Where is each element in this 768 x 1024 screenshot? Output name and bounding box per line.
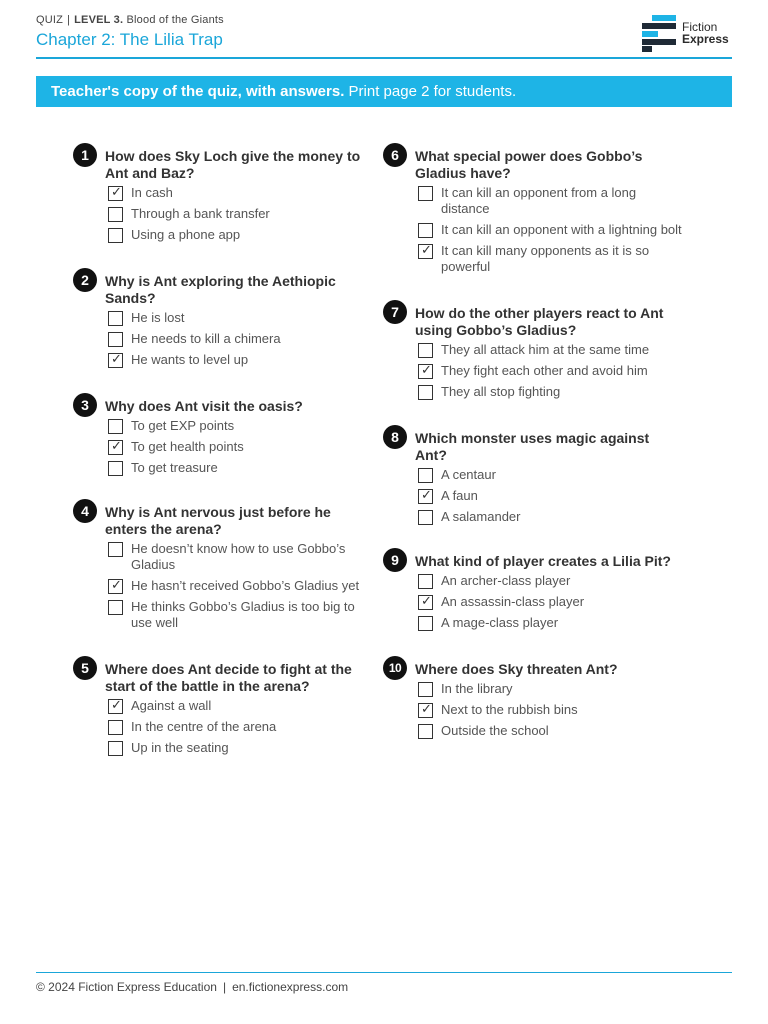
question-number-badge: 1: [73, 143, 97, 167]
checkbox[interactable]: [418, 468, 433, 483]
checkbox[interactable]: [418, 223, 433, 238]
answer-option[interactable]: [105, 310, 373, 326]
checkbox[interactable]: [108, 207, 123, 222]
checkbox-checked[interactable]: [418, 595, 433, 610]
question-text: Where does Ant decide to fight at the start of the battle in the arena?: [105, 661, 352, 694]
question-number-badge: 6: [383, 143, 407, 167]
answer-option-label: Against a wall: [131, 698, 212, 713]
answer-option[interactable]: [105, 541, 373, 573]
question-text: What kind of player creates a Lilia Pit?: [415, 553, 671, 569]
checkbox-checked[interactable]: [418, 703, 433, 718]
banner-text: Print page 2 for students.: [348, 83, 517, 100]
question-10: [383, 656, 683, 739]
question-2: [73, 268, 373, 368]
answer-option[interactable]: [415, 615, 683, 631]
answer-option-label: They all stop fighting: [441, 384, 561, 399]
answer-option-label: They fight each other and avoid him: [441, 363, 648, 378]
checkbox[interactable]: [418, 682, 433, 697]
question-text: Why is Ant exploring the Aethiopic Sands?: [105, 273, 336, 306]
answer-option[interactable]: [105, 418, 373, 434]
checkmark-icon: ✓: [111, 351, 122, 366]
answer-option[interactable]: [105, 227, 373, 243]
checkbox[interactable]: [108, 311, 123, 326]
answer-option-label: In cash: [131, 185, 173, 200]
answer-options: [415, 573, 683, 631]
checkbox-checked[interactable]: [108, 353, 123, 368]
answer-option[interactable]: [415, 342, 683, 358]
answer-option[interactable]: [105, 206, 373, 222]
question-3: [73, 393, 373, 476]
teacher-banner: [36, 76, 732, 107]
answer-option-label: Using a phone app: [131, 227, 241, 242]
answer-options: [105, 418, 373, 476]
page-header: [36, 14, 732, 58]
footer-rule: [36, 972, 732, 973]
question-8: [383, 425, 683, 525]
question-9: [383, 548, 683, 631]
answer-option[interactable]: [415, 488, 683, 504]
answer-option[interactable]: [105, 719, 373, 735]
answer-option-label: Next to the rubbish bins: [441, 702, 578, 717]
answer-option[interactable]: [105, 460, 373, 476]
checkbox-checked[interactable]: [108, 440, 123, 455]
checkbox[interactable]: [108, 600, 123, 615]
question-number-badge: 7: [383, 300, 407, 324]
questions-left-column: [73, 143, 373, 761]
answer-option[interactable]: [415, 467, 683, 483]
answer-option[interactable]: [105, 740, 373, 756]
level-label: LEVEL 3.: [74, 14, 124, 26]
answer-option-label: A salamander: [441, 509, 521, 524]
question-number-badge: 5: [73, 656, 97, 680]
answer-option-label: A centaur: [441, 467, 496, 482]
fiction-express-logo: [642, 14, 732, 52]
header-rule: [36, 57, 732, 59]
answer-options: [415, 185, 683, 275]
checkbox[interactable]: [108, 228, 123, 243]
question-number-badge: 10: [383, 656, 407, 680]
checkbox[interactable]: [418, 186, 433, 201]
answer-options: [415, 467, 683, 525]
checkmark-icon: ✓: [111, 184, 122, 199]
page-footer: © 2024 Fiction Express Education | en.fictionexpress.com: [36, 980, 349, 994]
answer-option-label: He doesn’t know how to use Gobbo’s Gladius: [131, 541, 346, 572]
answer-option[interactable]: [415, 573, 683, 589]
question-number-badge: 9: [383, 548, 407, 572]
answer-option-label: They all attack him at the same time: [441, 342, 650, 357]
question-text: How does Sky Loch give the money to Ant and Baz?: [105, 148, 361, 181]
checkbox[interactable]: [418, 574, 433, 589]
checkbox-checked[interactable]: [418, 364, 433, 379]
answer-options: [105, 541, 373, 631]
question-text: Which monster uses magic against Ant?: [415, 430, 650, 463]
answer-option-label: Through a bank transfer: [131, 206, 270, 221]
checkmark-icon: ✓: [111, 697, 122, 712]
checkbox[interactable]: [108, 542, 123, 557]
answer-option-label: An archer-class player: [441, 573, 571, 588]
answer-option-label: He wants to level up: [131, 352, 249, 367]
answer-option[interactable]: [105, 599, 373, 631]
question-text: Where does Sky threaten Ant?: [415, 661, 618, 677]
checkbox[interactable]: [418, 343, 433, 358]
answer-option[interactable]: [105, 439, 373, 455]
answer-option-label: Up in the seating: [131, 740, 229, 755]
checkbox[interactable]: [418, 616, 433, 631]
answer-option-label: To get EXP points: [131, 418, 235, 433]
answer-option[interactable]: [105, 185, 373, 201]
checkmark-icon: ✓: [421, 701, 432, 716]
answer-option-label: He needs to kill a chimera: [131, 331, 281, 346]
answer-option-label: He thinks Gobbo’s Gladius is too big to use well: [131, 599, 355, 630]
question-7: [383, 300, 683, 400]
answer-option[interactable]: [105, 578, 373, 594]
checkbox[interactable]: [108, 332, 123, 347]
answer-option-label: An assassin-class player: [441, 594, 585, 609]
question-6: [383, 143, 683, 275]
answer-option[interactable]: [415, 185, 683, 217]
answer-option-label: It can kill many opponents as it is so powerful: [441, 243, 650, 274]
answer-option-label: To get health points: [131, 439, 244, 454]
answer-option-label: In the centre of the arena: [131, 719, 277, 734]
chapter-title: Chapter 2: The Lilia Trap: [36, 30, 223, 49]
answer-option[interactable]: [415, 723, 683, 739]
answer-option[interactable]: [415, 509, 683, 525]
checkbox-checked[interactable]: [418, 489, 433, 504]
answer-option-label: A mage-class player: [441, 615, 559, 630]
answer-option[interactable]: [415, 363, 683, 379]
question-number-badge: 3: [73, 393, 97, 417]
question-number-badge: 2: [73, 268, 97, 292]
footer-website: en.fictionexpress.com: [232, 980, 349, 994]
answer-option-label: To get treasure: [131, 460, 218, 475]
checkbox[interactable]: [108, 461, 123, 476]
checkmark-icon: ✓: [421, 487, 432, 502]
footer-copyright: © 2024 Fiction Express Education: [36, 980, 217, 994]
answer-option[interactable]: [105, 331, 373, 347]
question-4: [73, 499, 373, 631]
question-text: Why does Ant visit the oasis?: [105, 398, 303, 414]
answer-option[interactable]: [415, 384, 683, 400]
question-text: Why is Ant nervous just before he enters the arena?: [105, 504, 331, 537]
checkbox[interactable]: [418, 724, 433, 739]
checkbox[interactable]: [108, 419, 123, 434]
question-number-badge: 8: [383, 425, 407, 449]
checkbox-checked[interactable]: [108, 579, 123, 594]
answer-option-label: In the library: [441, 681, 513, 696]
banner-bold: Teacher's copy of the quiz, with answers.: [51, 83, 345, 100]
answer-option[interactable]: [105, 352, 373, 368]
answer-option[interactable]: [105, 698, 373, 714]
answer-options: [105, 698, 373, 756]
answer-option[interactable]: [415, 243, 683, 275]
question-text: How do the other players react to Ant using Gobbo’s Gladius?: [415, 305, 664, 338]
question-number-badge: 4: [73, 499, 97, 523]
answer-options: [105, 310, 373, 368]
answer-options: [105, 185, 373, 243]
checkmark-icon: ✓: [421, 362, 432, 377]
logo-icon: [642, 14, 678, 52]
checkbox[interactable]: [108, 720, 123, 735]
answer-options: [415, 681, 683, 739]
question-1: [73, 143, 373, 243]
breadcrumb: QUIZ | LEVEL 3. Blood of the Giants: [36, 14, 224, 26]
answer-option[interactable]: [415, 681, 683, 697]
checkmark-icon: ✓: [111, 577, 122, 592]
answer-option-label: Outside the school: [441, 723, 549, 738]
questions-right-column: [383, 143, 683, 744]
logo-line1: Fiction: [682, 20, 718, 34]
answer-option-label: It can kill an opponent with a lightning bolt: [441, 222, 682, 237]
checkmark-icon: ✓: [421, 242, 432, 257]
answer-option[interactable]: [415, 222, 683, 238]
checkbox-checked[interactable]: [108, 699, 123, 714]
checkbox[interactable]: [418, 510, 433, 525]
question-text: What special power does Gobbo’s Gladius have?: [415, 148, 643, 181]
logo-line2: Express: [682, 32, 729, 46]
answer-option-label: A faun: [441, 488, 478, 503]
answer-option-label: He is lost: [131, 310, 185, 325]
answer-option[interactable]: [415, 702, 683, 718]
quiz-label: QUIZ: [36, 14, 64, 26]
checkmark-icon: ✓: [421, 593, 432, 608]
answer-option-label: He hasn’t received Gobbo’s Gladius yet: [131, 578, 360, 593]
checkbox-checked[interactable]: [108, 186, 123, 201]
question-5: [73, 656, 373, 756]
checkbox-checked[interactable]: [418, 244, 433, 259]
checkmark-icon: ✓: [111, 438, 122, 453]
checkbox[interactable]: [108, 741, 123, 756]
answer-options: [415, 342, 683, 400]
answer-option[interactable]: [415, 594, 683, 610]
checkbox[interactable]: [418, 385, 433, 400]
book-title: Blood of the Giants: [126, 14, 224, 26]
answer-option-label: It can kill an opponent from a long distance: [441, 185, 637, 216]
